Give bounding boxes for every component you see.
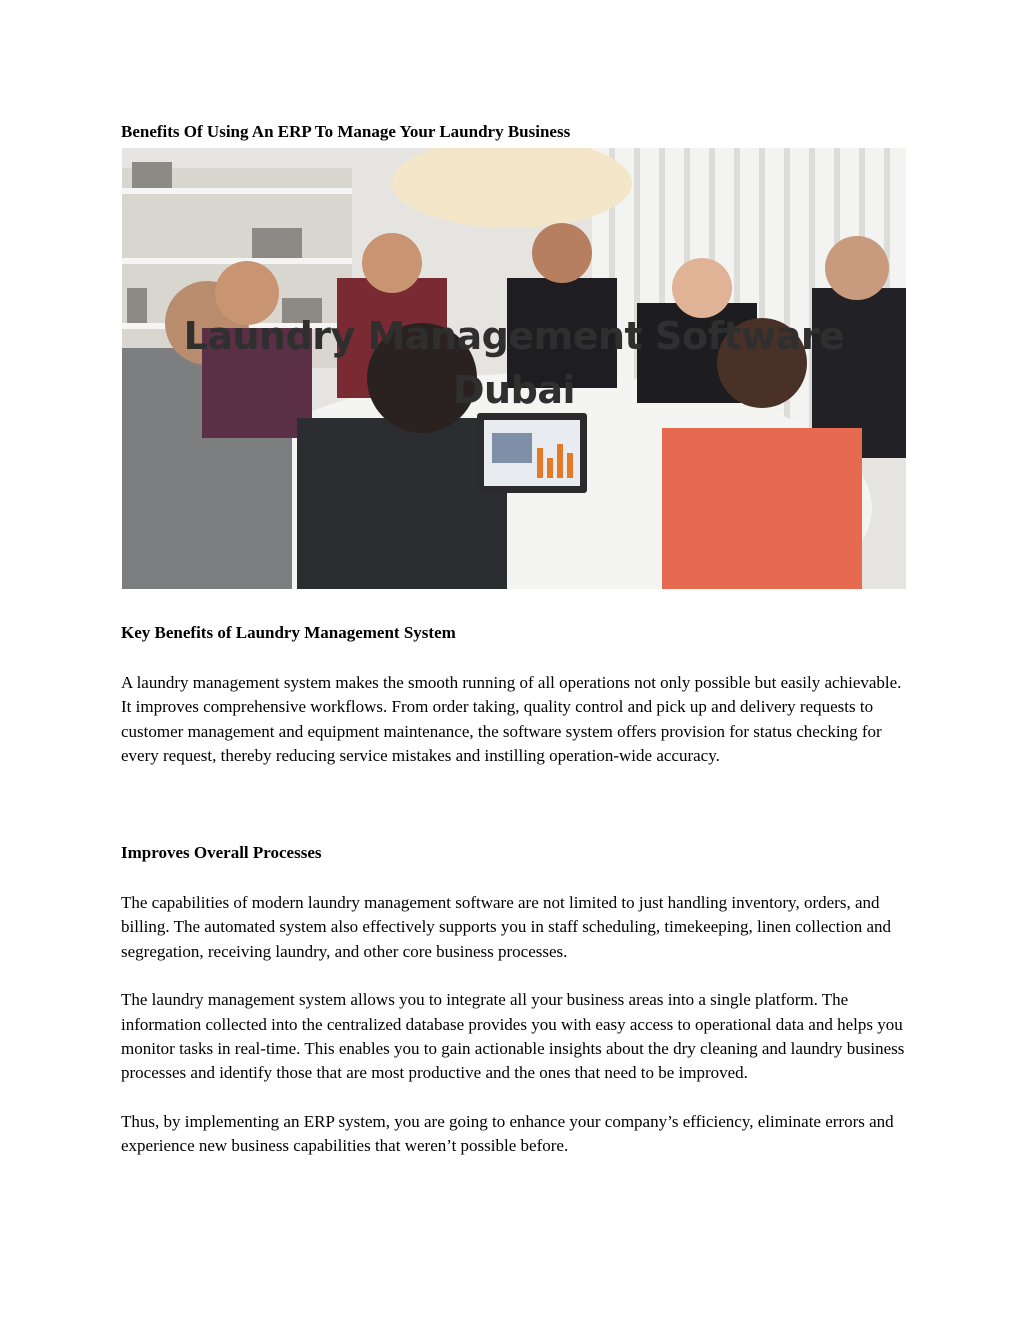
hero-caption-line2: Dubai: [453, 368, 575, 412]
section-paragraph: The capabilities of modern laundry management software are not limited to just handling inventory, orders, and billing. The automated system also effectively supports you in staff scheduling, timekeeping, linen collection and segregation, receiving laundry, and other core business processes.: [121, 893, 892, 961]
section-heading: Key Benefits of Laundry Management System: [121, 623, 456, 642]
section-heading: Improves Overall Processes: [121, 843, 322, 862]
section-improves-processes: [121, 842, 911, 1159]
section-paragraph: A laundry management system makes the smooth running of all operations not only possible but easily achievable. It improves comprehensive workflows. From order taking, quality control and pick up and delivery requests to customer management and equipment maintenance, the software system offers provision for status checking for every request, thereby reducing service mistakes and instilling operation-wide accuracy.: [121, 673, 902, 766]
section-key-benefits: [121, 622, 911, 769]
section-paragraph: The laundry management system allows you to integrate all your business areas into a single platform. The information collected into the centralized database provides you with easy access to operational data and helps you monitor tasks in real-time. This enables you to gain actionable insights about the dry cleaning and laundry business processes and identify those that are most productive and the ones that need to be improved.: [121, 990, 905, 1083]
hero-image: [122, 148, 906, 589]
hero-caption-line1: Laundry Management Software: [183, 314, 845, 358]
section-paragraph: Thus, by implementing an ERP system, you are going to enhance your company’s efficiency, eliminate errors and experience new business capabilities that weren’t possible before.: [121, 1111, 894, 1156]
document-title: Benefits Of Using An ERP To Manage Your Laundry Business: [121, 122, 571, 141]
